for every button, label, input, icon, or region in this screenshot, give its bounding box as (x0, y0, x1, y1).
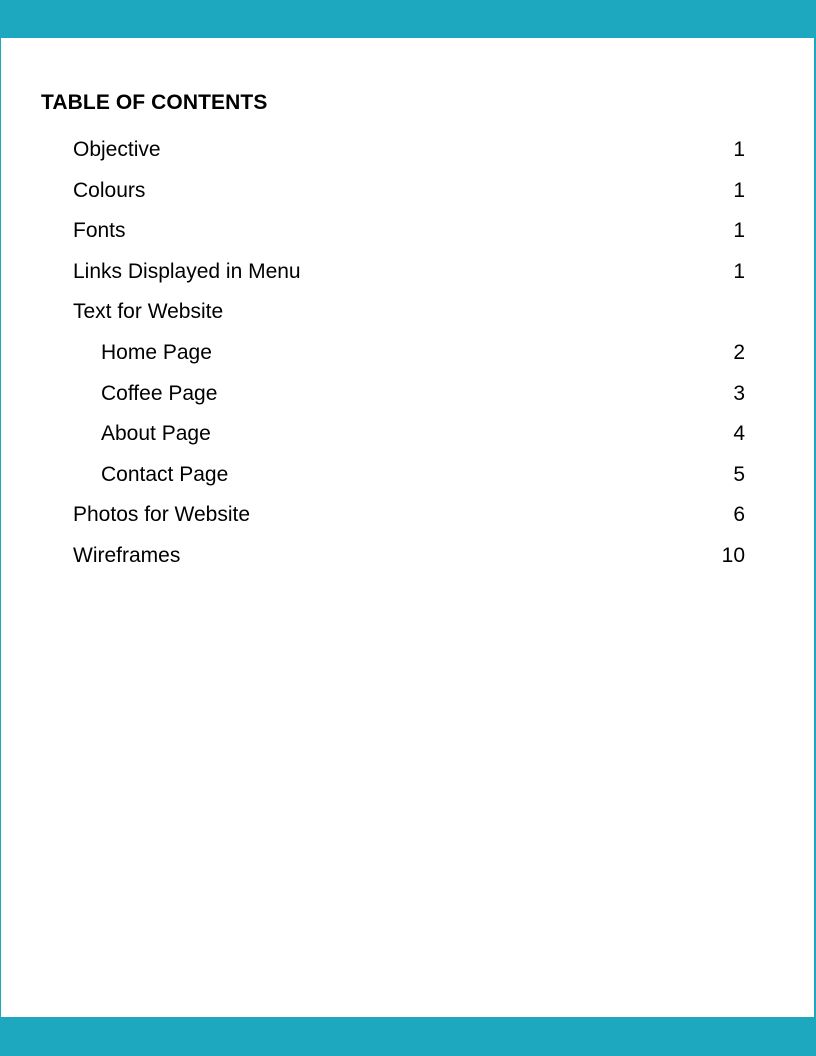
toc-entry-page-number: 1 (733, 219, 745, 243)
toc-entry-page-number: 3 (733, 381, 745, 405)
toc-entry-fonts[interactable] (1, 212, 816, 253)
toc-entry-label: Coffee Page (101, 381, 218, 405)
toc-entry-label: Links Displayed in Menu (73, 259, 301, 283)
toc-entry-links-displayed-in-menu[interactable] (1, 253, 816, 294)
toc-entry-page-number: 5 (733, 462, 745, 486)
toc-entry-page-number: 1 (733, 178, 745, 202)
toc-entry-label: Text for Website (73, 300, 224, 324)
toc-entry-label: Colours (73, 178, 146, 202)
toc-entry-label: Photos for Website (73, 503, 251, 527)
toc-entry-coffee-page[interactable] (1, 375, 816, 416)
toc-entry-home-page[interactable] (1, 334, 816, 375)
toc-entry-objective[interactable] (1, 131, 816, 172)
toc-list (1, 131, 816, 578)
header-band (1, 0, 814, 38)
toc-entry-contact-page[interactable] (1, 456, 816, 497)
toc-title: TABLE OF CONTENTS (41, 91, 268, 114)
toc-entry-label: Contact Page (101, 462, 229, 486)
toc-entry-text-for-website[interactable] (1, 293, 816, 334)
toc-entry-label: Objective (73, 138, 161, 161)
toc-entry-page-number: 10 (721, 543, 745, 567)
toc-entry-label: About Page (101, 422, 211, 446)
toc-entry-photos-for-website[interactable] (1, 496, 816, 537)
toc-entry-page-number: 4 (733, 422, 745, 446)
toc-entry-about-page[interactable] (1, 415, 816, 456)
footer-band (1, 1017, 814, 1056)
toc-entry-label: Home Page (101, 340, 212, 364)
toc-entry-page-number: 1 (733, 138, 745, 161)
toc-entry-label: Wireframes (73, 543, 181, 567)
toc-entry-page-number: 1 (733, 259, 745, 283)
toc-entry-wireframes[interactable] (1, 537, 816, 578)
toc-entry-page-number: 6 (733, 503, 745, 527)
toc-entry-page-number: 2 (733, 340, 745, 364)
toc-entry-colours[interactable] (1, 172, 816, 213)
toc-entry-label: Fonts (73, 219, 126, 243)
